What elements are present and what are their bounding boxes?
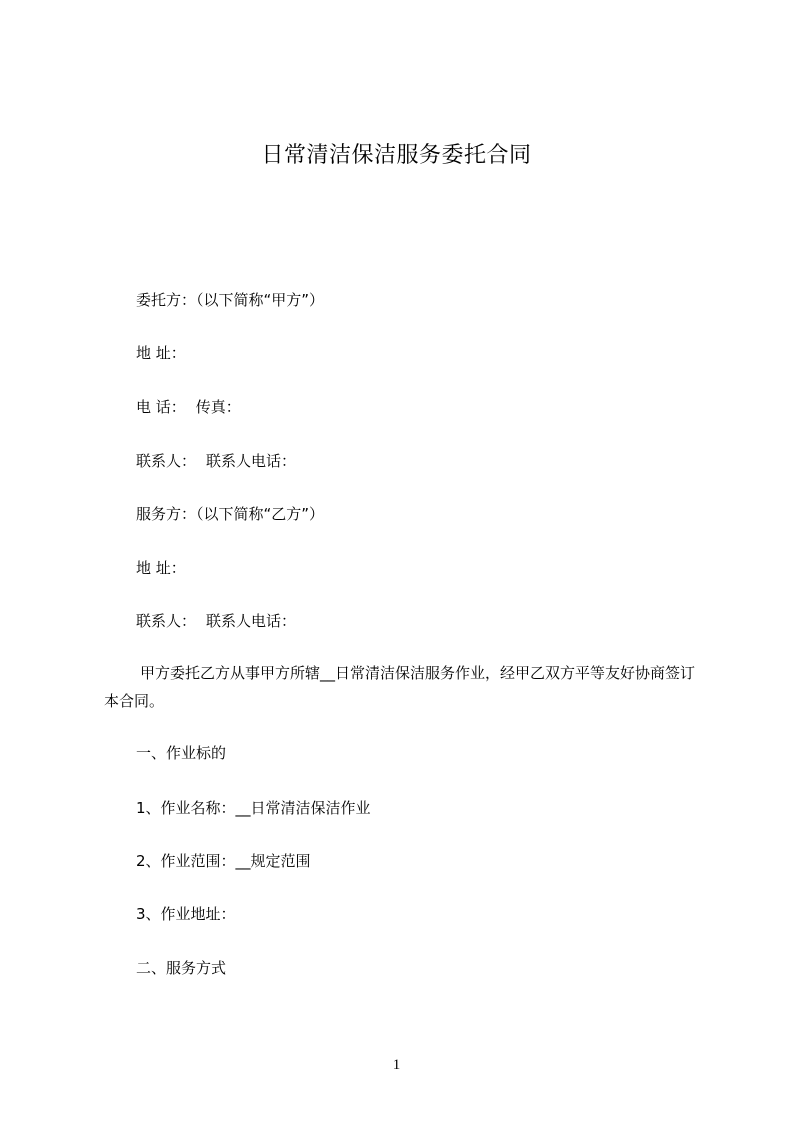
document-title: 日常清洁保洁服务委托合同 — [261, 143, 532, 168]
client-phone-line — [136, 396, 241, 418]
section1-heading: 一、作业标的 — [136, 744, 227, 762]
section1-item-scope: 2、作业范围：__规定范围 — [136, 852, 311, 870]
client-fax-label: 传真： — [195, 398, 241, 416]
client-phone-label: 电 话： — [136, 398, 186, 416]
intro-paragraph — [104, 659, 704, 715]
provider-address-label: 地 址： — [136, 559, 186, 577]
client-contact-line — [136, 450, 296, 472]
client-contact-phone-label: 联系人电话： — [206, 452, 297, 470]
section1-item-address: 3、作业地址： — [136, 905, 236, 923]
intro-text: 甲方委托乙方从事甲方所辖__日常清洁保洁服务作业，经甲乙双方平等友好协商签订本合同。 — [104, 664, 696, 710]
provider-contact-label: 联系人： — [136, 612, 197, 630]
client-address-label: 地 址： — [136, 344, 186, 362]
client-contact-label: 联系人： — [136, 452, 197, 470]
page-number: 1 — [392, 1057, 401, 1073]
section1-item-name: 1、作业名称：__日常清洁保洁作业 — [136, 799, 371, 817]
section2-heading: 二、服务方式 — [136, 959, 227, 977]
provider-label: 服务方：（以下简称“乙方”） — [136, 505, 325, 523]
provider-contact-phone-label: 联系人电话： — [206, 612, 297, 630]
client-label: 委托方：（以下简称“甲方”） — [136, 291, 325, 309]
provider-contact-line — [136, 610, 296, 632]
